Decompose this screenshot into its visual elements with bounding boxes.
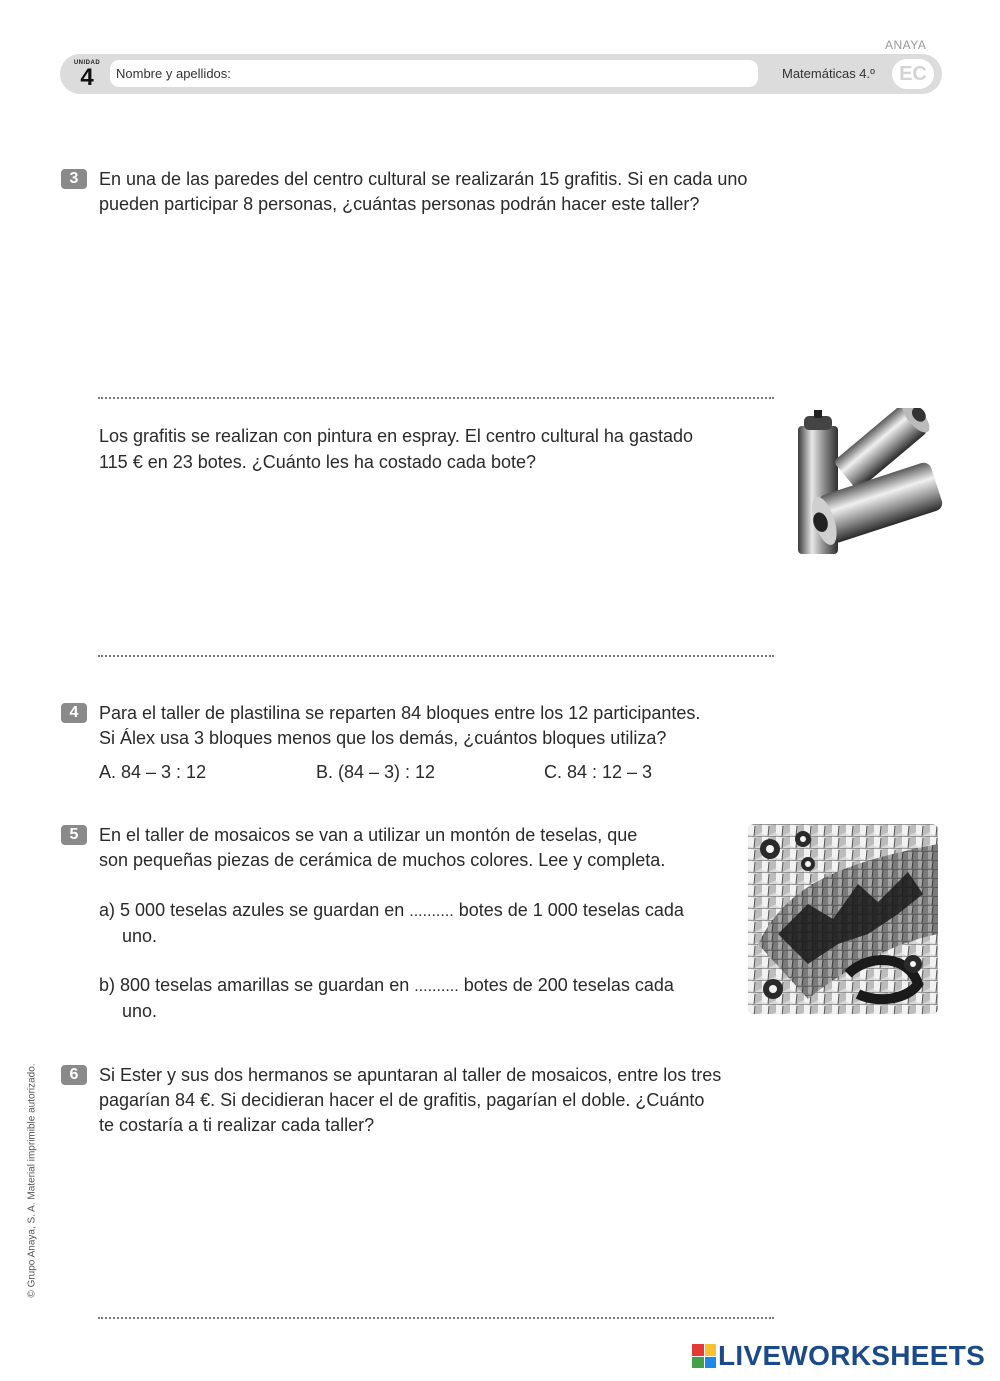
exercise-3-question-line-2: pueden participar 8 personas, ¿cuántas personas podrán hacer este taller? [99,194,700,214]
name-label: Nombre y apellidos: [116,66,231,81]
exercise-4-option-a[interactable]: A. 84 – 3 : 12 [99,762,207,782]
item-a-prefix: a) [99,900,116,920]
exercise-3-part-2-answer-area[interactable] [98,480,774,650]
exercise-4-question-line-2: Si Álex usa 3 bloques menos que los demás, ¿cuántos bloques utiliza? [99,728,667,748]
exercise-6-question-line-2: pagarían 84 €. Si decidieran hacer el de grafitis, pagarían el doble. ¿Cuánto [99,1090,705,1110]
exercise-6-answer-area[interactable] [98,1145,774,1310]
item-b-prefix: b) [99,975,116,995]
unit-number: 4 [80,64,94,91]
item-a-blank[interactable]: .......... [409,903,454,920]
item-a-text-before: 5 000 teselas azules se guardan en [120,900,405,920]
exercise-4-option-b[interactable]: B. (84 – 3) : 12 [316,762,436,782]
subject-label: Matemáticas 4.º [782,66,875,81]
exercise-3-answer-area[interactable] [98,225,774,390]
exercise-4-number: 4 [61,703,87,723]
exercise-3-part-2-line-1: Los grafitis se realizan con pintura en espray. El centro cultural ha gastado [99,426,693,446]
name-field[interactable] [110,60,758,87]
exercise-5-item-a [99,898,725,924]
exercise-3-number: 3 [61,169,87,189]
header-bar [60,54,942,94]
exercise-6-answer-line [98,1317,774,1319]
exercise-3-answer-line-1 [98,397,774,399]
ec-badge: EC [892,59,934,89]
item-b-text-before: 800 teselas amarillas se guardan en [120,975,410,995]
exercise-6-question-line-1: Si Ester y sus dos hermanos se apuntaran al taller de mosaicos, entre los tres [99,1065,722,1085]
exercise-4-option-c[interactable]: C. 84 : 12 – 3 [544,762,653,782]
exercise-3-answer-line-2 [98,655,774,657]
item-a-text-after: botes de 1 000 teselas cada [458,900,684,920]
exercise-3-part-2-line-2: 115 € en 23 botes. ¿Cuánto les ha costado cada bote? [99,452,536,472]
liveworksheets-brand: LIVEWORKSHEETS [718,1340,986,1371]
exercise-6-number: 6 [61,1065,87,1085]
exercise-5-question-line-1: En el taller de mosaicos se van a utilizar un montón de teselas, que [99,825,638,845]
copyright-notice: © Grupo Anaya, S. A. Material imprimible autorizado. [26,1063,38,1298]
spray-cans-image [788,408,948,558]
exercise-5-item-b [99,973,725,999]
exercise-5-question-line-2: son pequeñas piezas de cerámica de muchos colores. Lee y completa. [99,850,666,870]
exercise-5-item-b-continuation: uno. [122,1001,158,1021]
publisher-logo: ANAYA [885,38,927,52]
exercise-6-question-line-3: te costaría a ti realizar cada taller? [99,1115,375,1135]
exercise-3-question-line-1: En una de las paredes del centro cultural se realizarán 15 grafitis. Si en cada uno [99,169,748,189]
exercise-5-item-a-continuation: uno. [122,926,158,946]
unit-badge [70,58,104,90]
mosaic-image [748,824,938,1014]
liveworksheets-icon [692,1344,716,1368]
item-b-blank[interactable]: .......... [414,978,459,995]
exercise-5-number: 5 [61,825,87,845]
exercise-4-question-line-1: Para el taller de plastilina se reparten 84 bloques entre los 12 participantes. [99,703,701,723]
item-b-text-after: botes de 200 teselas cada [463,975,674,995]
unit-label: UNIDAD [73,60,101,66]
liveworksheets-logo[interactable] [692,1340,985,1372]
